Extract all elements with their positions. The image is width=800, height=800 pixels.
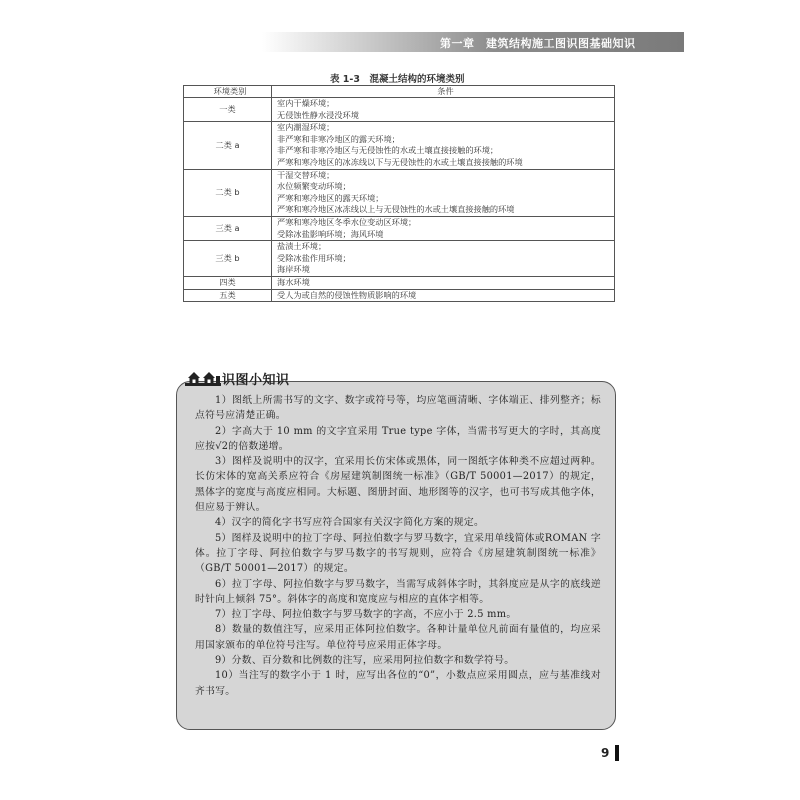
condition-cell: [272, 98, 615, 122]
tip-paragraph: 7）拉丁字母、阿拉伯数字与罗马数字的字高，不应小于 2.5 mm。: [215, 609, 517, 621]
condition-line: 严寒和寒冷地区的冰冻线以下与无侵蚀性的水或土壤直接接触的环境: [277, 156, 523, 167]
condition-line: 水位频繁变动环境；: [277, 181, 351, 192]
chapter-title: 第一章 建筑结构施工图识图基础知识: [440, 37, 636, 50]
tip-paragraph: 1）图纸上所需书写的文字、数字或符号等，均应笔画清晰、字体端正、排列整齐；标点符号应清楚正确。: [195, 395, 601, 422]
tip-paragraph: 6）拉丁字母、阿拉伯数字与罗马数字，当需写成斜体字时，其斜度应是从字的底线逆时针向上倾斜 75°。斜体字的高度和宽度应与相应的直体字相等。: [195, 578, 601, 605]
tip-paragraph: 8）数量的数值注写，应采用正体阿拉伯数字。各种计量单位凡前面有量值的，均应采用国家颁布的单位符号注写。单位符号应采用正体字母。: [195, 624, 601, 651]
condition-cell: [272, 241, 615, 277]
column-header-category: 环境类别: [184, 86, 272, 98]
tip-paragraph: 9）分数、百分数和比例数的注写，应采用阿拉伯数字和数学符号。: [215, 655, 515, 667]
condition-line: 非严寒和非寒冷地区与无侵蚀性的水或土壤直接接触的环境；: [277, 145, 499, 156]
condition-line: 严寒和寒冷地区的露天环境；: [277, 192, 384, 203]
condition-line: 室内潮湿环境；: [277, 122, 335, 133]
condition-cell: [272, 289, 615, 302]
condition-line: 受除冰盐影响环境；海风环境: [277, 228, 384, 239]
environment-category-table: [183, 85, 615, 302]
condition-line: 海水环境: [277, 276, 310, 287]
condition-line: 非严寒和非寒冷地区的露天环境；: [277, 133, 400, 144]
environment-category-cell: 五类: [184, 289, 272, 302]
table-row: [184, 98, 615, 122]
condition-line: 室内干燥环境；: [277, 98, 335, 108]
condition-cell: [272, 169, 615, 216]
table-row: [184, 169, 615, 216]
condition-line: 干湿交替环境；: [277, 169, 335, 180]
table-row: [184, 241, 615, 277]
tip-paragraph: 4）汉字的简化字书写应符合国家有关汉字简化方案的规定。: [215, 517, 485, 529]
environment-category-cell: 三类 a: [184, 216, 272, 240]
table-caption: 表 1-3 混凝土结构的环境类别: [330, 74, 465, 85]
page-number: 9: [601, 746, 610, 760]
tip-paragraph: 5）图样及说明中的拉丁字母、阿拉伯数字与罗马数字，宜采用单线简体或ROMAN 字体。拉丁字母、阿拉伯数字与罗马数字的书写规则，应符合《房屋建筑制图统一标准》（GB/T 50001—2017）的规定。: [195, 532, 601, 575]
environment-category-cell: 四类: [184, 276, 272, 289]
tip-box: [176, 381, 616, 730]
condition-line: 受人为或自然的侵蚀性物质影响的环境: [277, 289, 417, 300]
condition-line: 严寒和寒冷地区冬季水位变动区环境；: [277, 216, 417, 227]
environment-category-cell: 一类: [184, 98, 272, 122]
condition-cell: [272, 276, 615, 289]
table-row: [184, 289, 615, 302]
environment-category-cell: 二类 b: [184, 169, 272, 216]
tip-paragraph: 10）当注写的数字小于 1 时，应写出各位的“0”，小数点应采用圆点，应与基准线对齐书写。: [195, 670, 601, 697]
tip-title: 识图小知识: [222, 372, 290, 388]
table-row: [184, 216, 615, 240]
condition-line: 海岸环境: [277, 264, 310, 275]
condition-line: 严寒和寒冷地区冰冻线以上与无侵蚀性的水或土壤直接接触的环境: [277, 204, 515, 215]
tip-paragraph: 2）字高大于 10 mm 的文字宜采用 True type 字体，当需书写更大的字时，其高度应按√2的倍数递增。: [195, 425, 601, 452]
condition-cell: [272, 122, 615, 169]
tip-paragraph: 3）图样及说明中的汉字，宜采用长仿宋体或黑体，同一图纸字体种类不应超过两种。长仿宋体的宽高关系应符合《房屋建筑制图统一标准》（GB/T 50001—2017）的规定，黑体字的宽度与高度应相同。大标题、图册封面、地形图等的汉字，也可书写成其他字体，但应易于辨认。: [195, 456, 601, 514]
condition-cell: [272, 216, 615, 240]
table-header-row: [184, 86, 615, 98]
table-row: [184, 276, 615, 289]
environment-category-cell: 二类 a: [184, 122, 272, 169]
condition-line: 无侵蚀性静水浸没环境: [277, 109, 359, 120]
house-icon: [185, 370, 221, 386]
page-number-mark: [615, 745, 619, 761]
condition-line: 受除冰盐作用环境；: [277, 252, 351, 263]
table-row: [184, 122, 615, 169]
tip-heading: [185, 369, 290, 387]
environment-category-cell: 三类 b: [184, 241, 272, 277]
column-header-condition: 条件: [272, 86, 615, 98]
condition-line: 盐渍土环境；: [277, 241, 327, 252]
